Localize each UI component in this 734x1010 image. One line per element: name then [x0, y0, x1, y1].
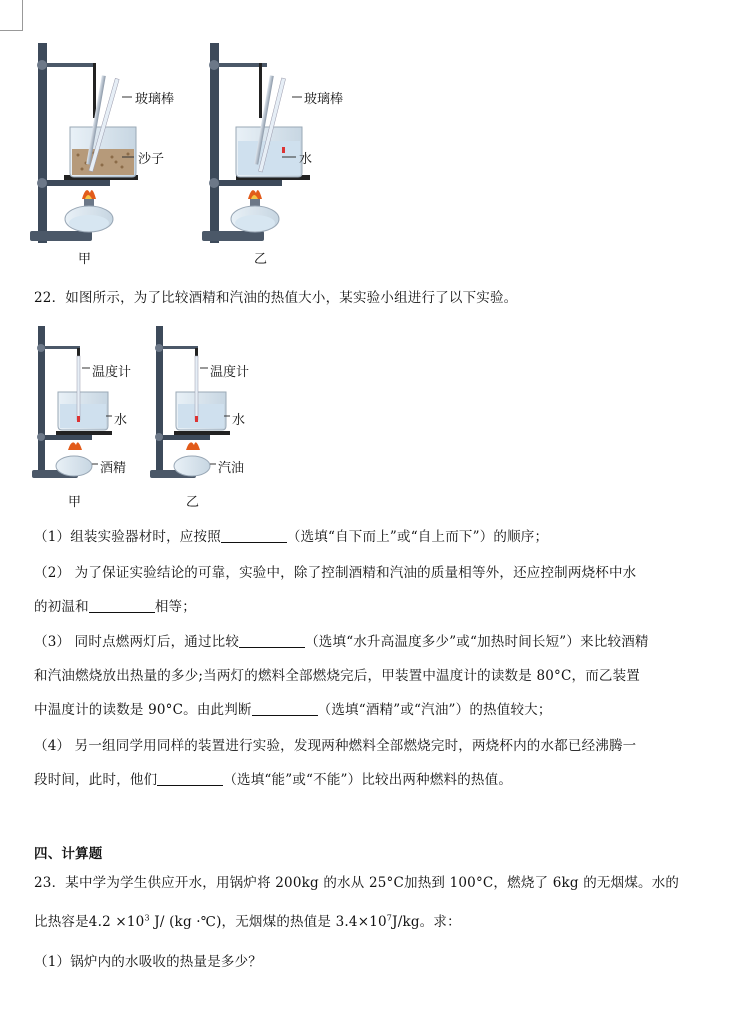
q22-part2-line1: （2） 为了保证实验结论的可靠，实验中，除了控制酒精和汽油的质量相等外，还应控制两烧杯中水: [34, 565, 637, 581]
section-heading-calculation: 四、计算题: [34, 846, 103, 862]
q22-part3-line1: [34, 630, 649, 650]
q22-part1-text-a: （1）组装实验器材时，应按照: [34, 529, 221, 545]
q23-text-a: 比热容是4.2 ×10: [34, 914, 145, 930]
stand-a: [30, 43, 138, 243]
label-glass-rod-b: 玻璃棒: [304, 92, 344, 107]
figure-sand-water-apparatus: [30, 35, 370, 270]
label-water-1: 水: [299, 152, 313, 167]
q22-part3-text-a: （3） 同时点燃两灯后，通过比较: [34, 634, 240, 650]
page-corner-mark: [0, 0, 23, 31]
q23-subquestion-1: （1）锅炉内的水吸收的热量是多少？: [34, 954, 262, 970]
q22-part2-text-a: 的初温和: [34, 599, 89, 615]
label-thermometer-a: 温度计: [92, 365, 132, 380]
label-thermometer-b: 温度计: [210, 365, 250, 380]
q23-text-b: J/ (kg ·℃)，无烟煤的热值是 3.4×10: [149, 914, 387, 930]
label-sand: 沙子: [138, 152, 165, 167]
q22-part3-text-d: （选填“酒精”或“汽油”）的热值较大；: [317, 702, 552, 718]
q22-part4-line1: （4） 另一组同学用同样的装置进行实验，发现两种燃料全部燃烧完时，两烧杯内的水都已经沸腾一: [34, 738, 637, 754]
q23-line2: [34, 910, 461, 930]
caption-yi-2: 乙: [186, 495, 200, 510]
q23-exponent-1: 3: [144, 913, 150, 923]
small-stand-b: [150, 326, 230, 478]
q23-text-c: J/kg。求：: [392, 914, 461, 930]
label-gasoline: 汽油: [218, 461, 245, 476]
label-alcohol: 酒精: [100, 461, 127, 476]
q22-part3-line2: 和汽油燃烧放出热量的多少;当两灯的燃料全部燃烧完后，甲装置中温度计的读数是 80°C，而乙装置: [34, 668, 640, 684]
label-water-b: 水: [232, 413, 246, 428]
q22-part4-text-a: 段时间，此时，他们: [34, 772, 158, 788]
answer-blank-3[interactable]: [239, 633, 305, 648]
answer-blank-2[interactable]: [89, 598, 155, 613]
q22-part2-text-b: 相等；: [154, 599, 196, 615]
q22-part4-text-b: （选填“能”或“不能”）比较出两种燃料的热值。: [223, 772, 513, 788]
q22-part3-line3: [34, 698, 552, 718]
q22-part1-text-b: （选填“自下而上”或“自上而下”）的顺序；: [286, 529, 549, 545]
answer-blank-1[interactable]: [221, 528, 287, 543]
answer-blank-5[interactable]: [157, 771, 223, 786]
q22-part2-line2: [34, 595, 196, 615]
stand-b: [202, 43, 313, 243]
answer-blank-4[interactable]: [252, 701, 318, 716]
q22-part3-text-b: （选填“水升高温度多少”或“加热时间长短”）来比较酒精: [305, 634, 649, 650]
q22-part3-text-c: 中温度计的读数是 90°C。由此判断: [34, 702, 252, 718]
q23-exponent-2: 7: [386, 913, 393, 923]
q22-part4-line2: [34, 768, 512, 788]
small-stand-a: [32, 326, 112, 478]
caption-jia-2: 甲: [68, 495, 82, 510]
label-water-a: 水: [114, 413, 128, 428]
caption-jia-1: 甲: [78, 252, 92, 267]
q22-part1: [34, 525, 548, 545]
label-glass-rod-a: 玻璃棒: [135, 92, 175, 107]
q23-line1: 23．某中学为学生供应开水，用锅炉将 200kg 的水从 25°C加热到 100°C，燃烧了 6kg 的无烟煤。水的: [34, 875, 680, 891]
q22-intro: 22．如图所示，为了比较酒精和汽油的热值大小，某实验小组进行了以下实验。: [34, 290, 518, 306]
caption-yi-1: 乙: [254, 252, 268, 267]
